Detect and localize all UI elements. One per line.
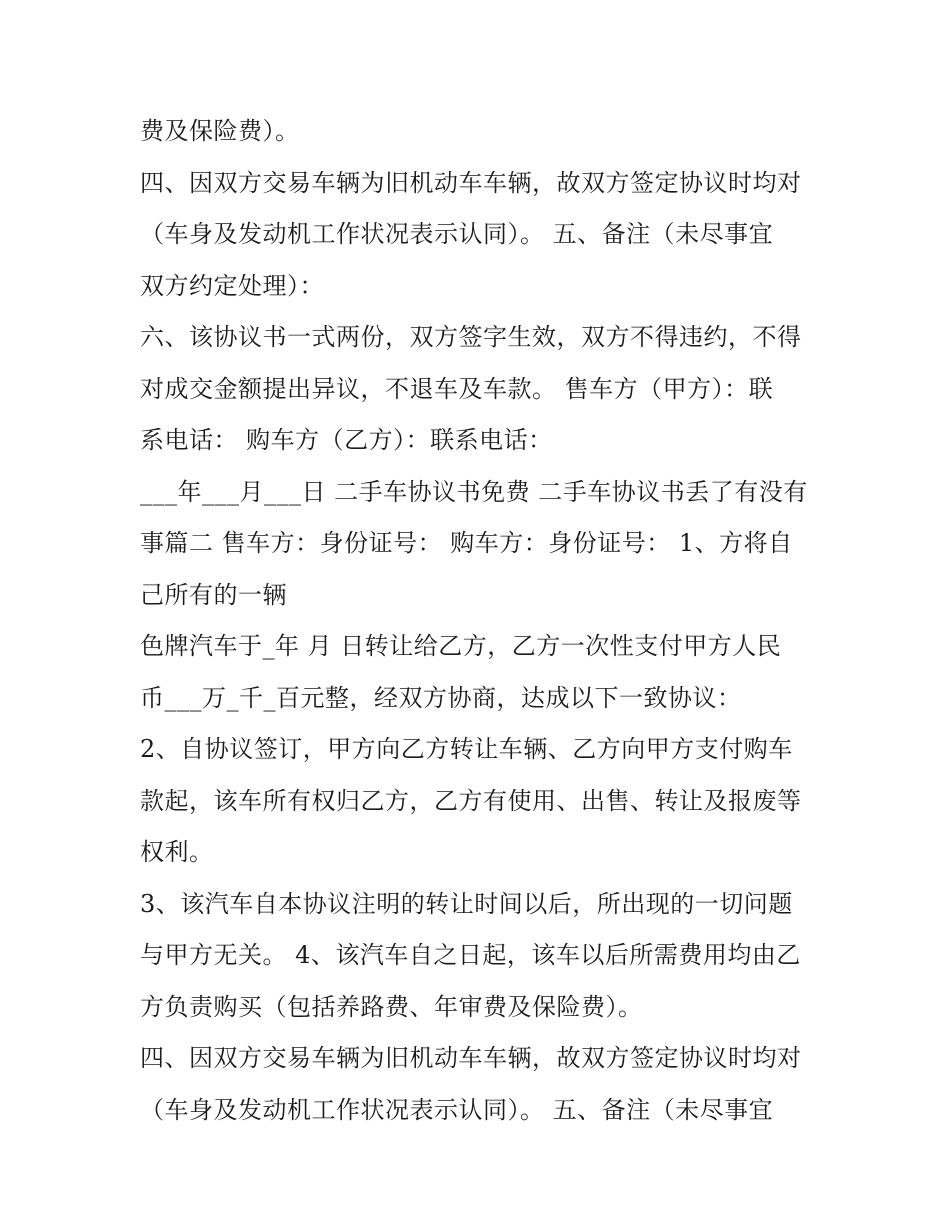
text-line: 色牌汽车于_年 月 日转让给乙方，乙方一次性支付甲方人民	[140, 632, 782, 660]
text-line: 己所有的一辆	[140, 580, 287, 609]
text-line: 权利。	[140, 838, 214, 866]
text-line: （车身及发动机工作状况表示认同）。 五、备注（未尽事宜	[140, 1095, 774, 1124]
text-line: 费及保险费）。	[140, 117, 300, 145]
text-line: 2、自协议签订，甲方向乙方转让车辆、乙方向甲方支付购车	[140, 735, 793, 763]
text-line: 四、因双方交易车辆为旧机动车车辆，故双方签定协议时均对	[140, 1044, 802, 1072]
text-line: 币___万_千_百元整，经双方协商，达成以下一致协议：	[140, 683, 742, 712]
text-line: 对成交金额提出异议，不退车及车款。 售车方（甲方）：联	[140, 374, 774, 403]
text-line: ___年___月___日 二手车协议书免费 二手车协议书丢了有没有	[140, 477, 808, 506]
text-line: 四、因双方交易车辆为旧机动车车辆，故双方签定协议时均对	[140, 168, 802, 197]
document-body	[140, 106, 820, 1136]
text-line: 与甲方无关。 4、该汽车自之日起，该车以后所需费用均由乙	[140, 941, 801, 969]
text-line: 六、该协议书一式两份，双方签字生效，双方不得违约，不得	[140, 323, 802, 351]
text-line: 双方约定处理）：	[140, 271, 324, 300]
text-line: 事篇二 售车方：身份证号： 购车方：身份证号： 1、方将自	[140, 529, 793, 557]
text-line: 3、该汽车自本协议注明的转让时间以后，所出现的一切问题	[140, 889, 793, 918]
text-line: （车身及发动机工作状况表示认同）。 五、备注（未尽事宜	[140, 220, 774, 248]
text-line: 款起，该车所有权归乙方，乙方有使用、出售、转让及报废等	[140, 786, 802, 815]
text-line: 方负责购买（包括养路费、年审费及保险费）。	[140, 992, 643, 1021]
text-line: 系电话： 购车方（乙方）：联系电话：	[140, 426, 553, 454]
